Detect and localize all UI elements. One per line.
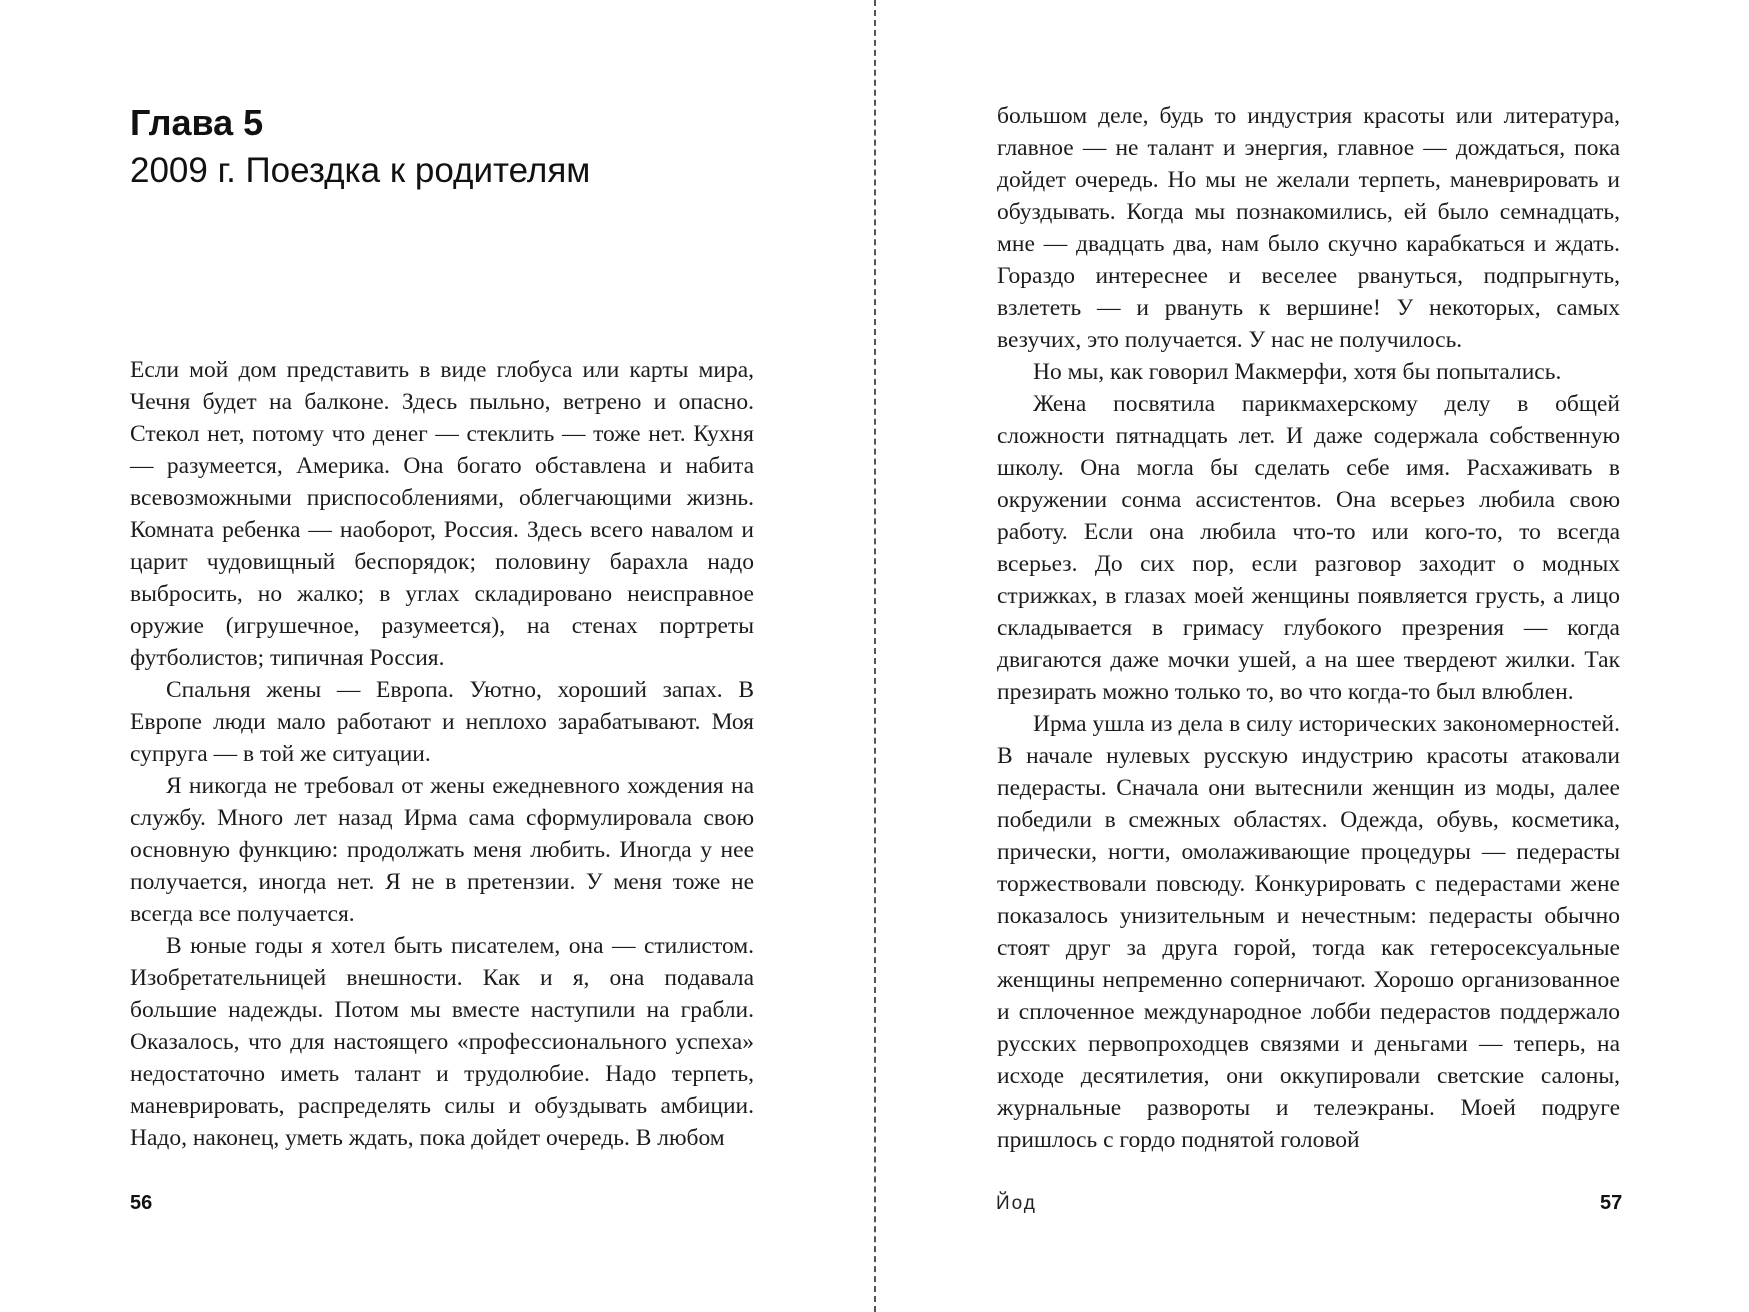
paragraph: Но мы, как говорил Макмерфи, хотя бы попытались.	[1033, 359, 1562, 385]
paragraph: Ирма ушла из дела в силу исторических закономерностей. В начале нулевых русскую индустрию красоты атаковали педерасты. Сначала они вытеснили женщин из моды, далее победили в смежных областях. Одежда, обувь, косметика, прически, ногти, омолаживающие процедуры — педерасты торжествовали повсюду. Конкурировать с педерастами жене показалось унизительным и нечестным: педерасты обычно стоят друг за друга горой, тогда как гетеросексуальные женщины непременно соперничают. Хорошо организованное и сплоченное международное лобби педерастов поддержало русских первопроходцев связями и деньгами — теперь, на исходе десятилетия, они оккупировали светские салоны, журнальные развороты и телеэкраны. Моей подруге пришлось с гордо поднятой головой	[997, 711, 1620, 1153]
left-body-text	[130, 354, 754, 1154]
page-number-left: 56	[130, 1192, 153, 1214]
running-title: Йод	[996, 1193, 1037, 1214]
chapter-heading	[130, 100, 830, 196]
paragraph: Спальня жены — Европа. Уютно, хороший запах. В Европе люди мало работают и неплохо зарабатывают. Моя супруга — в той же ситуации.	[130, 677, 754, 767]
page-number-right: 57	[1600, 1192, 1623, 1214]
chapter-number: Глава 5	[130, 102, 264, 143]
right-body-text	[997, 100, 1620, 1156]
paragraph: Если мой дом представить в виде глобуса или карты мира, Чечня будет на балконе. Здесь пыльно, ветрено и опасно. Стекол нет, потому что денег — стеклить — тоже нет. Кухня — разумеется, Америка. Она богато обставлена и набита всевозможными приспособлениями, облегчающими жизнь. Комната ребенка — наоборот, Россия. Здесь всего навалом и царит чудовищный беспорядок; половину барахла надо выбросить, но жалко; в углах складировано неисправное оружие (игрушечное, разумеется), на стенах портреты футболистов; типичная Россия.	[130, 357, 754, 671]
paragraph: большом деле, будь то индустрия красоты или литература, главное — не талант и энергия, главное — дождаться, пока дойдет очередь. Но мы не желали терпеть, маневрировать и обуздывать. Когда мы познакомились, ей было семнадцать, мне — двадцать два, нам было скучно карабкаться и ждать. Гораздо интереснее и веселее рвануться, подпрыгнуть, взлететь — и рвануть к вершине! У некоторых, самых везучих, это получается. У нас не получилось.	[997, 103, 1620, 353]
paragraph: Я никогда не требовал от жены ежедневного хождения на службу. Много лет назад Ирма сама сформулировала свою основную функцию: продолжать меня любить. Иногда у нее получается, иногда нет. Я не в претензии. У меня тоже не всегда все получается.	[130, 773, 754, 927]
paragraph: В юные годы я хотел быть писателем, она — стилистом. Изобретательницей внешности. Как и я, она подавала большие надежды. Потом мы вместе наступили на грабли. Оказалось, что для настоящего «профессионального успеха» недостаточно иметь талант и трудолюбие. Надо терпеть, маневрировать, распределять силы и обуздывать амбиции. Надо, наконец, уметь ждать, пока дойдет очередь. В любом	[130, 933, 754, 1151]
chapter-title: 2009 г. Поездка к родителям	[130, 151, 591, 190]
paragraph: Жена посвятила парикмахерскому делу в общей сложности пятнадцать лет. И даже содержала собственную школу. Она могла бы сделать себе имя. Расхаживать в окружении сонма ассистентов. Она всерьез любила свою работу. Если она любила что-то или кого-то, то всегда всерьез. До сих пор, если разговор заходит о модных стрижках, в глазах моей женщины появляется грусть, а лицо складывается в гримасу глубокого презрения — когда двигаются даже мочки ушей, а на шее твердеют жилки. Так презирать можно только то, во что когда-то был влюблен.	[997, 391, 1620, 705]
